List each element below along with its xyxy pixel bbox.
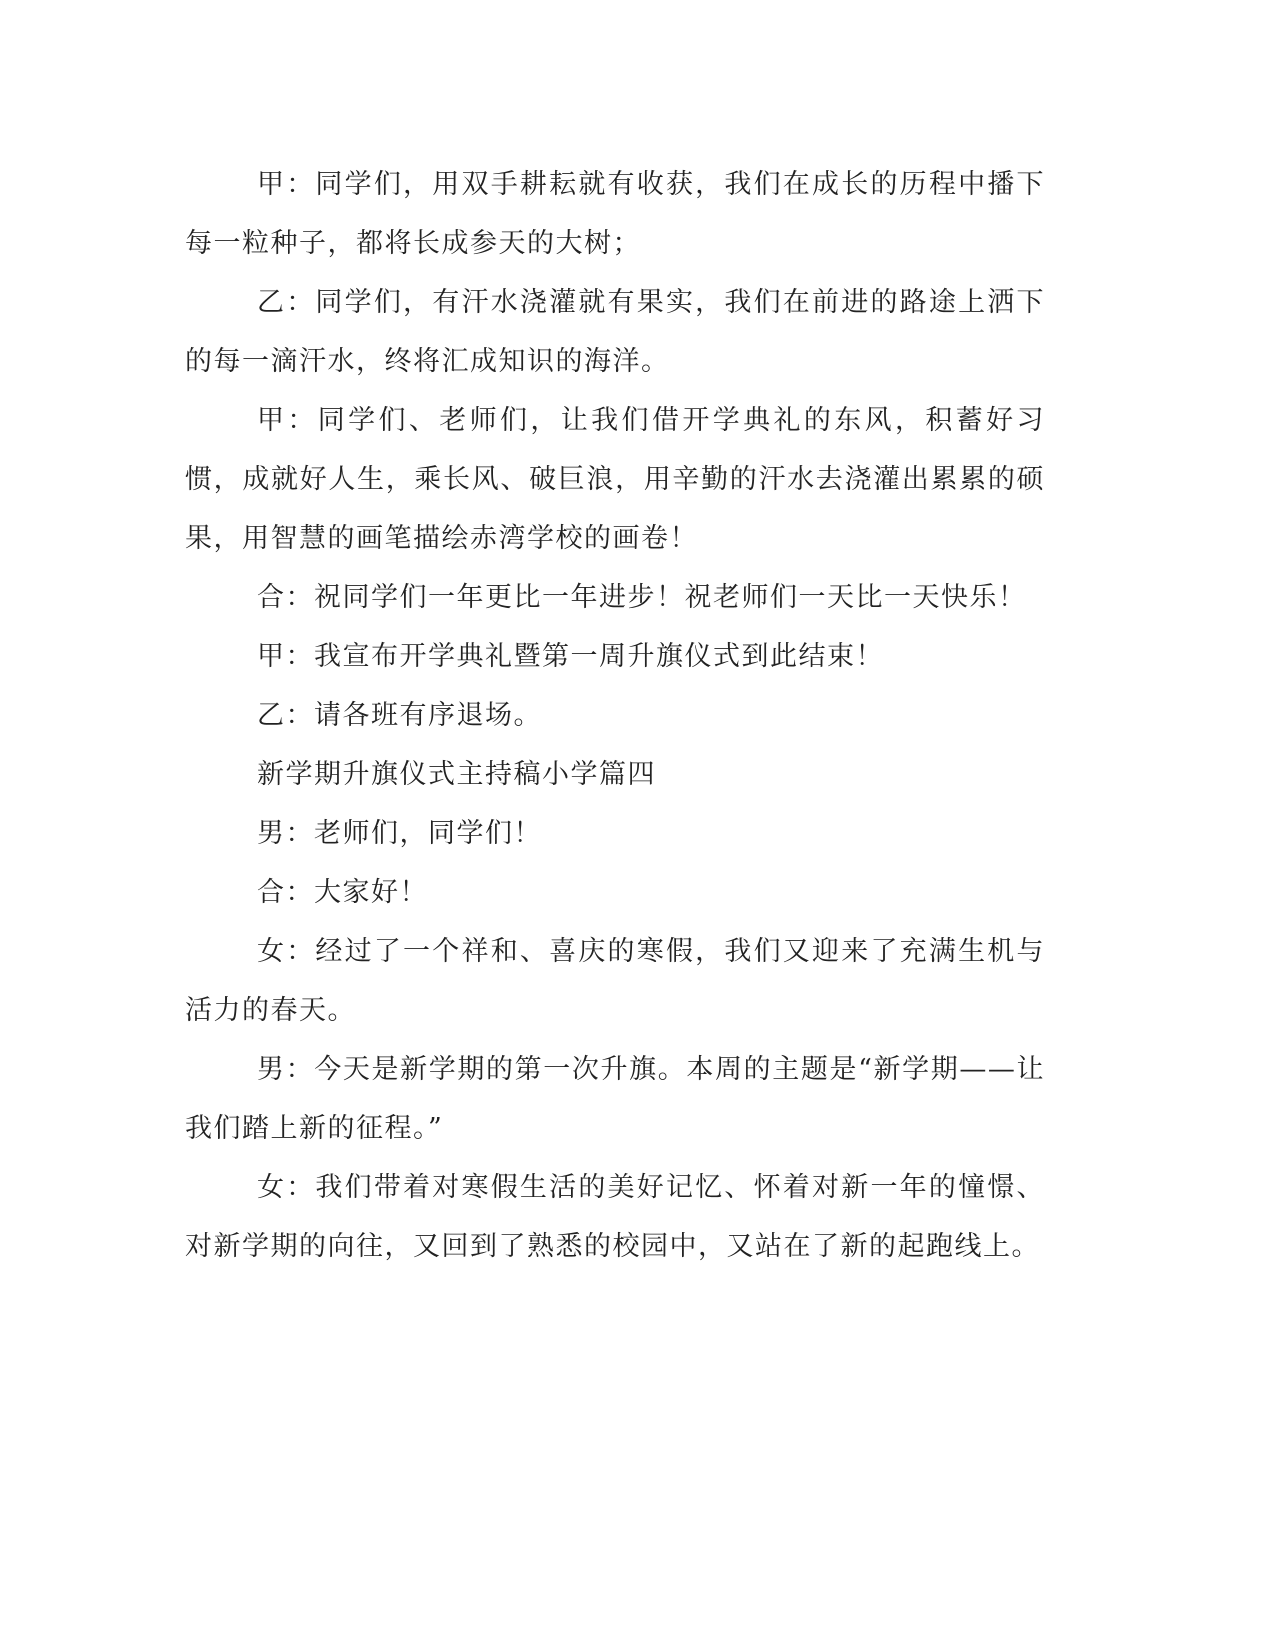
paragraph-nan-1: 男：老师们，同学们！: [257, 818, 542, 849]
paragraph-jia-2: 甲：同学们、老师们，让我们借开学典礼的东风，积蓄好习惯，成就好人生，乘长风、破巨浪，用辛勤的汗水去浇灌出累累的硕果，用智慧的画笔描绘赤湾学校的画卷！: [185, 405, 1045, 554]
document-body: [185, 155, 1045, 1276]
paragraph-yi-2: 乙：请各班有序退场。: [257, 700, 542, 731]
paragraph-jia-3: 甲：我宣布开学典礼暨第一周升旗仪式到此结束！: [257, 641, 884, 672]
section-heading: 新学期升旗仪式主持稿小学篇四: [257, 759, 656, 790]
paragraph-he-2: 合：大家好！: [257, 877, 428, 908]
paragraph-yi-1: 乙：同学们，有汗水浇灌就有果实，我们在前进的路途上洒下的每一滴汗水，终将汇成知识的海洋。: [185, 287, 1045, 377]
paragraph-he-1: 合：祝同学们一年更比一年进步！祝老师们一天比一天快乐！: [257, 582, 1027, 613]
paragraph-nv-2: 女：我们带着对寒假生活的美好记忆、怀着对新一年的憧憬、对新学期的向往，又回到了熟悉的校园中，又站在了新的起跑线上。: [185, 1172, 1045, 1262]
paragraph-jia-1: 甲：同学们，用双手耕耘就有收获，我们在成长的历程中播下每一粒种子，都将长成参天的大树；: [185, 169, 1045, 259]
paragraph-nv-1: 女：经过了一个祥和、喜庆的寒假，我们又迎来了充满生机与活力的春天。: [185, 936, 1045, 1026]
paragraph-nan-2: 男：今天是新学期的第一次升旗。本周的主题是“新学期——让我们踏上新的征程。”: [185, 1054, 1045, 1144]
